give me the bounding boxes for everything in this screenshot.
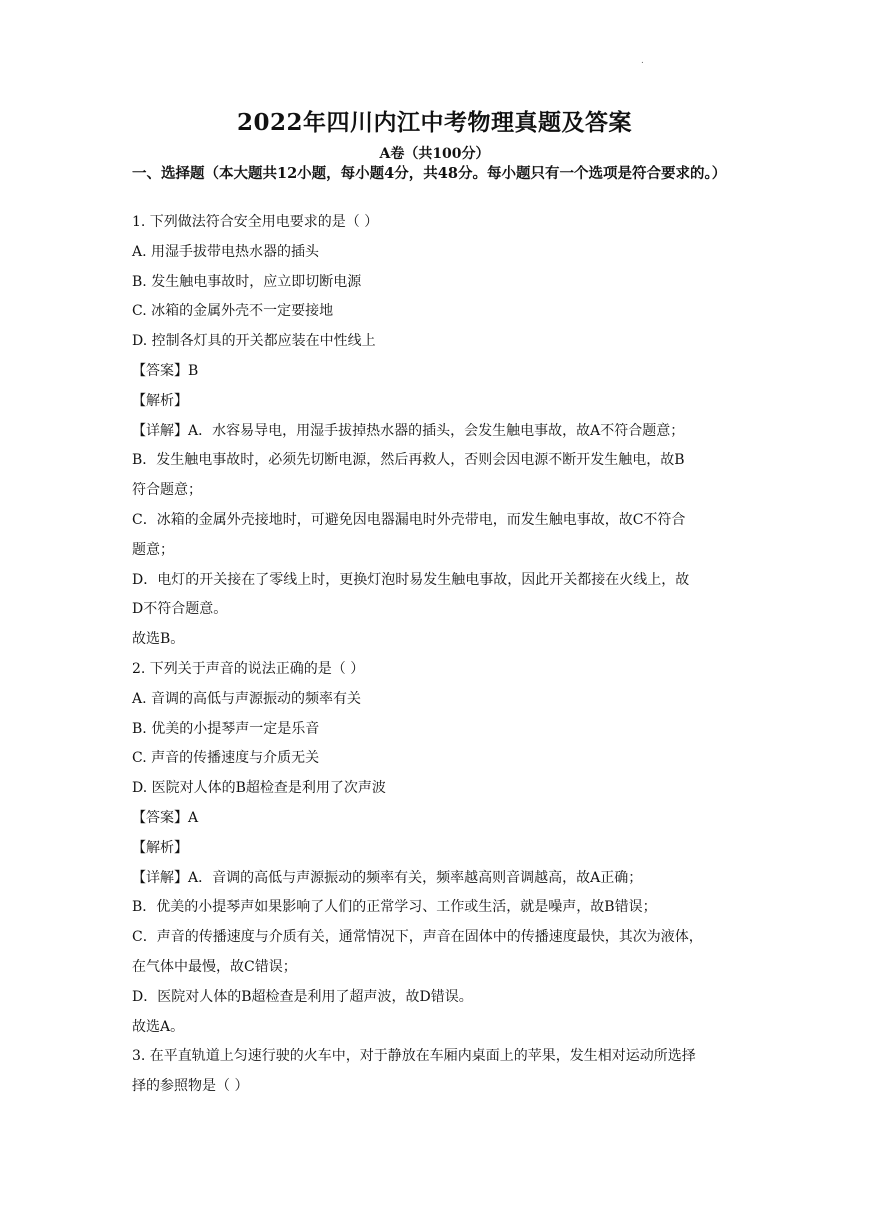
text-line: 择的参照物是（ ） <box>132 1078 249 1095</box>
text-line: 符合题意； <box>132 482 202 499</box>
text-line: 故选B。 <box>132 631 185 648</box>
text-line: B．优美的小提琴声如果影响了人们的正常学习、工作或生活，就是噪声，故B错误； <box>132 899 657 916</box>
text-line: 【详解】A．水容易导电，用湿手拔掉热水器的插头，会发生触电事故，故A不符合题意； <box>132 422 685 439</box>
text-line: D不符合题意。 <box>132 601 228 618</box>
text-line: 【答案】B <box>132 363 199 379</box>
page-subtitle: A卷（共100分） <box>379 146 490 162</box>
text-line: 在气体中最慢，故C错误； <box>132 959 297 975</box>
section-heading: 一、选择题（本大题共12小题，每小题4分，共48分。每小题只有一个选项是符合要求的。） <box>132 165 727 182</box>
text-line: 1. 下列做法符合安全用电要求的是（ ） <box>132 214 379 230</box>
text-line: 2. 下列关于声音的说法正确的是（ ） <box>132 661 365 677</box>
text-line: A. 用湿手拔带电热水器的插头 <box>132 243 320 260</box>
text-line: A. 音调的高低与声源振动的频率有关 <box>132 690 362 707</box>
text-line: 3. 在平直轨道上匀速行驶的火车中，对于静放在车厢内桌面上的苹果，发生相对运动所选择 <box>132 1048 696 1065</box>
text-line: D．电灯的开关接在了零线上时，更换灯泡时易发生触电事故，因此开关都接在火线上，故 <box>132 571 690 588</box>
text-line: 故选A。 <box>132 1018 185 1035</box>
text-line: 【解析】 <box>132 392 188 409</box>
text-line: B. 优美的小提琴声一定是乐音 <box>132 720 320 737</box>
text-line: C. 声音的传播速度与介质无关 <box>132 750 320 767</box>
text-line: C. 冰箱的金属外壳不一定要接地 <box>132 303 334 320</box>
text-line: D．医院对人体的B超检查是利用了超声波，故D错误。 <box>132 988 473 1005</box>
page-title: 2022年四川内江中考物理真题及答案 <box>236 109 632 136</box>
text-line: 题意； <box>132 541 174 558</box>
text-line: B. 发生触电事故时，应立即切断电源 <box>132 273 362 290</box>
text-line: 【答案】A <box>132 810 199 826</box>
text-line: 【解析】 <box>132 839 188 856</box>
text-line: B．发生触电事故时，必须先切断电源，然后再救人，否则会因电源不断开发生触电，故B <box>132 452 685 469</box>
text-line: 【详解】A．音调的高低与声源振动的频率有关，频率越高则音调越高，故A正确； <box>132 869 643 886</box>
text-line: C．冰箱的金属外壳接地时，可避免因电器漏电时外壳带电，而发生触电事故，故C不符合 <box>132 512 686 528</box>
text-line: D. 医院对人体的B超检查是利用了次声波 <box>132 780 386 797</box>
text-line: D. 控制各灯具的开关都应装在中性线上 <box>132 333 376 350</box>
header-dot: . <box>641 55 644 66</box>
text-line: C．声音的传播速度与介质有关，通常情况下，声音在固体中的传播速度最快，其次为液体， <box>132 929 703 946</box>
